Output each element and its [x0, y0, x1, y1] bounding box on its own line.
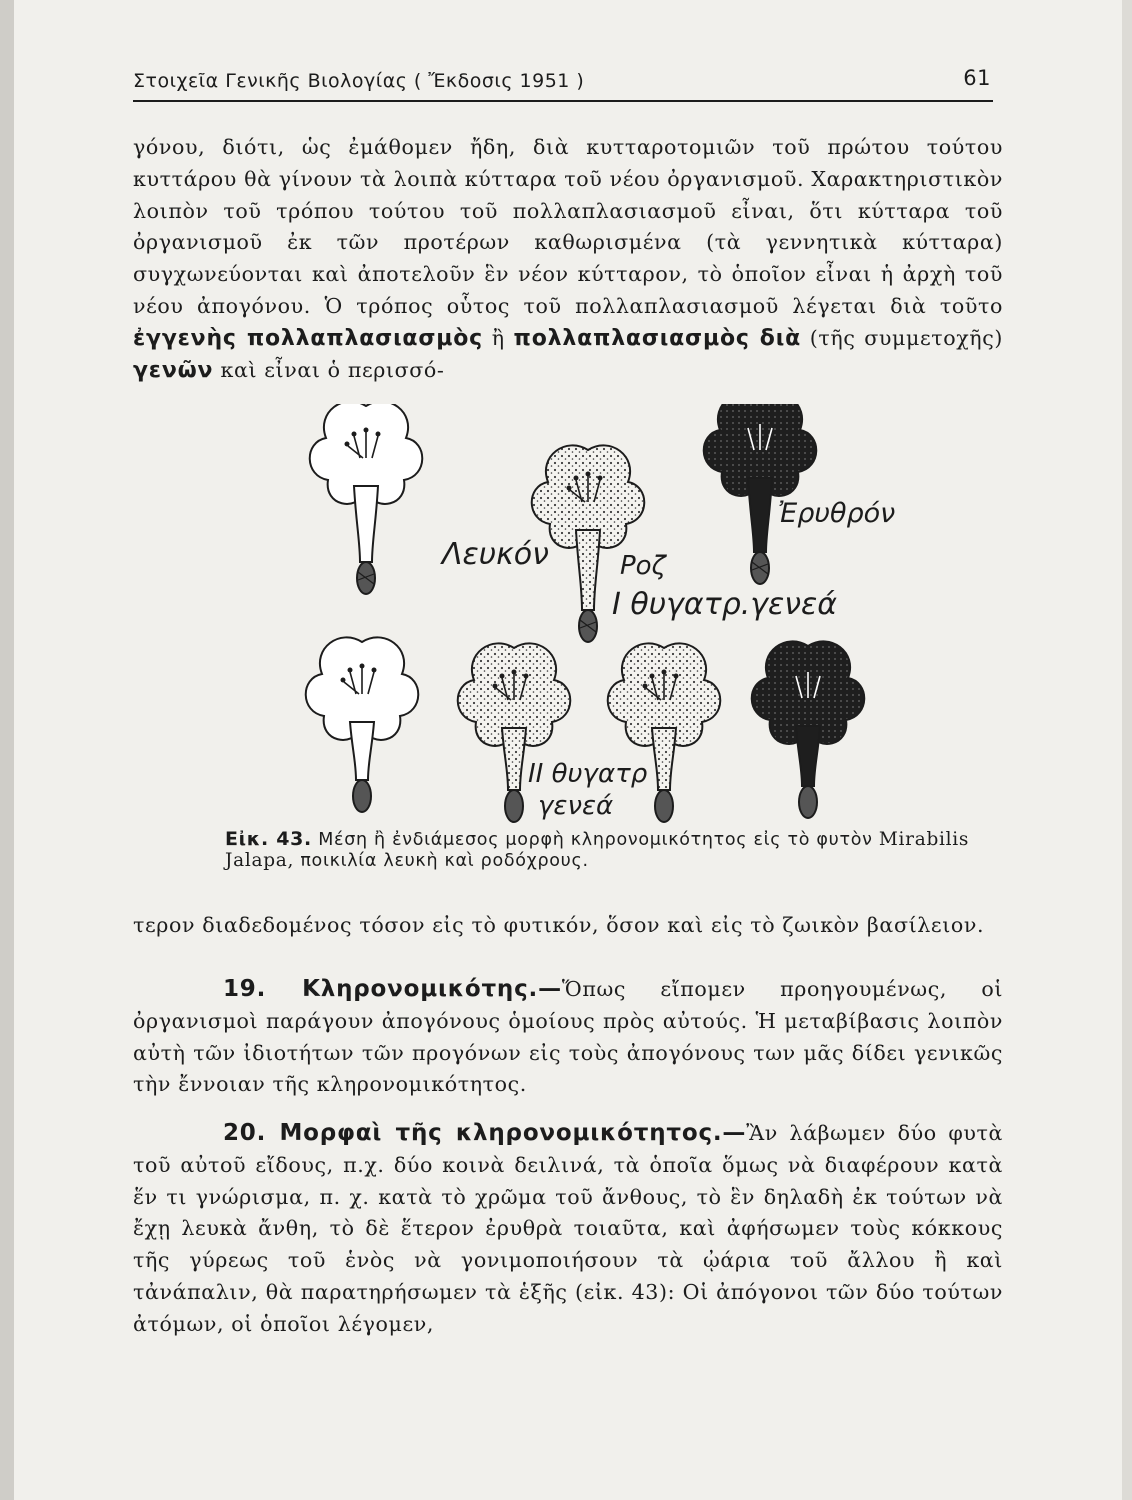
section-20 — [133, 1118, 1003, 1341]
flower-red-f2 — [752, 641, 865, 818]
flower-white-parent — [310, 404, 423, 594]
label-generation-1: I θυγατρ.γενεά — [612, 587, 837, 622]
scan-left-edge — [0, 0, 14, 1500]
page-number: 61 — [963, 66, 991, 90]
flower-red-parent — [704, 404, 817, 584]
paragraph-intro-or: ἢ — [491, 325, 505, 350]
section-19-heading: 19. Κληρονομικότης.— — [223, 976, 562, 1002]
figure-caption-text: Μέση ἢ ἐνδιάμεσος μορφὴ κληρονομικότητος εἰς τὸ φυτὸν — [318, 830, 873, 850]
figure-caption-label: Εἰκ. 43. — [225, 828, 312, 850]
section-20-text-end: Οἱ ἀπόγονοι τῶν δύο τούτων ἀτόμων, οἱ ὁποῖοι λέγομεν, — [133, 1279, 1004, 1336]
paragraph-continuation-text: τερον διαδεδομένος τόσον εἰς τὸ φυτικόν, ὅσον καὶ εἰς τὸ ζωικὸν βασίλειον. — [133, 913, 985, 937]
term-reproduction-via: πολλαπλασιασμὸς διὰ — [513, 325, 801, 351]
label-red: Ἐρυθρόν — [778, 498, 896, 529]
section-19-text: Ὅπως εἴπομεν προηγουμένως, οἱ ὀργανισμοὶ παράγουν ἀπογόνους ὁμοίους πρὸς αὐτούς. Ἡ μεταβίβασις λοιπὸν αὐτὴ τῶν ἰδιοτήτων τῶν προγόνων εἰς τοὺς ἀπογόνους των μᾶς δίδει γενικῶς τὴν ἔννοιαν τῆς κληρονομικότητος. — [133, 977, 1003, 1097]
paragraph-intro-end: καὶ εἶναι ὁ περισσό- — [220, 357, 445, 382]
section-20-heading: 20. Μορφαὶ τῆς κληρονομικότητος.— — [223, 1120, 747, 1146]
term-gametes: γενῶν — [133, 357, 214, 383]
figure-reference: (εἰκ. 43): — [574, 1279, 676, 1304]
section-20-text: Ἂν λάβωμεν δύο φυτὰ τοῦ αὐτοῦ εἴδους, π.χ. δύο κοινὰ δειλινά, τὰ ὁποῖα ὅμως νὰ διαφέρουν κατὰ ἕν τι γνώρισμα, π. χ. κατὰ τὸ χρῶμα τοῦ ἄνθους, τὸ ἓν δηλαδὴ ἐκ τούτων νὰ ἔχῃ λευκὰ ἄνθη, τὸ δὲ ἕτερον ἐρυθρὰ τοιαῦτα, καὶ ἀφήσωμεν τοὺς κόκκους τῆς γύρεως τοῦ ἑνὸς νὰ γονιμοποιήσουν τὰ ᾠάρια τοῦ ἄλλου ἢ καὶ τἀνάπαλιν, θὰ παρατηρήσωμεν τὰ ἑξῆς — [133, 1121, 1003, 1304]
scan-right-edge — [1122, 0, 1132, 1500]
figure-mirabilis-inheritance — [290, 404, 930, 834]
figure-caption-latin: Mirabilis Jalapa, — [225, 829, 970, 871]
label-white: Λευκόν — [442, 537, 549, 572]
paragraph-intro-participation: (τῆς συμμετοχῆς) — [809, 325, 1004, 350]
paragraph-intro — [133, 132, 1003, 386]
paragraph-intro-text: γόνου, διότι, ὡς ἐμάθομεν ἤδη, διὰ κυτταροτομιῶν τοῦ πρώτου τούτου κυττάρου θὰ γίνουν τὰ λοιπὰ κύτταρα τοῦ νέου ὀργανισμοῦ. Χαρακτηριστικὸν λοιπὸν τοῦ τρόπου τούτου τοῦ πολλαπλασιασμοῦ εἶναι, ὅτι κύτταρα τοῦ ὀργανισμοῦ ἐκ τῶν προτέρων καθωρισμένα (τὰ γεννητικὰ κύτταρα) συγχωνεύονται καὶ ἀποτελοῦν ἓν νέον κύτταρον, τὸ ὁποῖον εἶναι ἡ ἀρχὴ τοῦ νέου ἀπογόνου. Ὁ τρόπος οὗτος τοῦ πολλαπλασιασμοῦ λέγεται διὰ τοῦτο — [133, 135, 1003, 318]
section-19 — [133, 974, 1003, 1101]
running-header — [133, 66, 993, 102]
term-sexual-reproduction: ἐγγενὴς πολλαπλασιασμὸς — [133, 325, 484, 351]
figure-caption — [225, 828, 985, 871]
flower-pink-f2-b — [608, 643, 721, 822]
paragraph-continuation — [133, 910, 1003, 942]
flower-white-f2 — [306, 637, 419, 812]
label-generation-2-line1: II θυγατρ — [528, 759, 648, 789]
label-generation-2-line2: γενεά — [538, 791, 614, 821]
running-title: Στοιχεῖα Γενικῆς Βιολογίας ( Ἔκδοσις 1951 ) — [133, 70, 585, 92]
label-pink: Ροζ — [620, 551, 666, 581]
figure-caption-variety: ποικιλία λευκὴ καὶ ροδόχρους. — [300, 851, 589, 871]
